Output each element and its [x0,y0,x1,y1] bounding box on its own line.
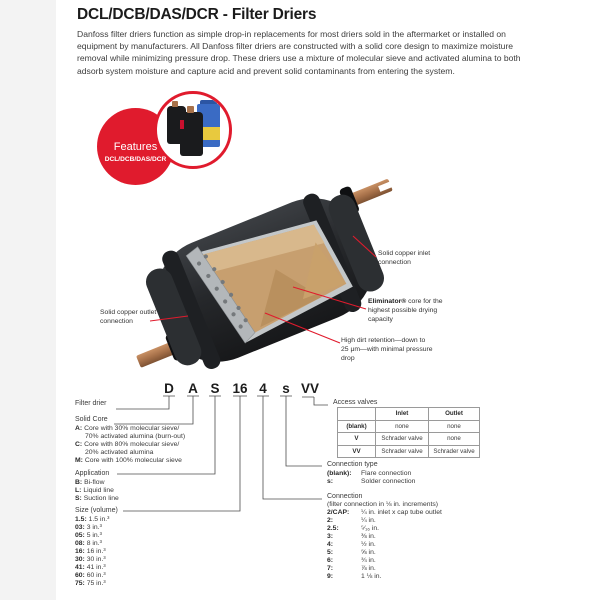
connection-item: 3: ⅜ in. [327,533,376,540]
connection-type-title: Connection type [327,461,378,468]
features-badge-subtitle: DCL/DCB/DAS/DCR [104,156,167,163]
solid-core-item-cont: 70% activated alumina (burn-out) [85,433,186,440]
application-item: L: Liquid line [75,487,114,494]
size-item: 60: 60 in.³ [75,572,106,579]
solid-core-item-cont: 20% activated alumina [85,449,154,456]
code-segment-4: 4 [259,381,267,396]
dirt-retention-callout-label: High dirt retention—down to 25 μm—with minimal pressure drop [341,337,433,362]
size-item: 41: 41 in.³ [75,564,106,571]
features-badge-title: Features [113,141,158,153]
code-segment-a: A [188,381,198,396]
connection-item: 4: ½ in. [327,541,376,548]
size-item: 08: 8 in.³ [75,540,102,547]
table-row: VV Schrader valve Schrader valve [338,445,480,458]
access-valves-title: Access valves [333,399,378,406]
application-item: S: Suction line [75,495,119,502]
connection-item: 7: ⅞ in. [327,565,376,572]
connection-note: (filter connection in ⅛ in. increments) [327,501,439,508]
application-item: B: Bi-flow [75,479,105,486]
size-item: 05: 5 in.³ [75,532,102,539]
connection-item: 6: ¾ in. [327,557,376,564]
connection-item: 2: ¼ in. [327,517,376,524]
size-item: 03: 3 in.³ [75,524,102,531]
code-segment-s: S [210,381,220,396]
access-valves-table [337,407,480,458]
outlet-column-header: Outlet [429,408,480,421]
code-segment-s2: s [282,381,290,396]
copper-fitting-icon [172,101,178,107]
inlet-column-header: Inlet [376,408,429,421]
copper-fitting-icon [187,106,194,113]
drier-label-stripe [180,120,184,129]
connection-title: Connection [327,493,363,500]
solid-core-title: Solid Core [75,416,108,423]
size-item: 75: 75 in.³ [75,580,106,587]
filter-drier-label: Filter drier [75,400,107,407]
outlet-callout-label: Solid copper outlet connection [100,309,157,325]
connection-item: 2/CAP: ¼ in. inlet x cap tube outlet [327,509,442,516]
table-header-row [338,408,480,421]
application-title: Application [75,470,110,477]
code-segment-vv: VV [300,381,320,396]
code-segment-d: D [164,381,174,396]
size-item: 1.5: 1.5 in.³ [75,516,110,523]
solid-core-item: M: Core with 100% molecular sieve [75,457,182,464]
filter-drier-product-image [180,112,203,156]
intro-paragraph: Danfoss filter driers function as simple drop-in replacements for most driers sold in the aftermarket or installed on equipment by manufacturers. All Danfoss filter driers are constructed with a solid core design to maximize moisture removal while minimizing pressure drop. These driers use a mixture of molecular sieve and activated alumina to both adsorb system moisture and capture acid and prevent solid contaminants from entering the system. [77,29,521,76]
table-row: (blank) none none [338,420,480,433]
table-row: V Schrader valve none [338,433,480,446]
connection-type-item: s: Solder connection [327,478,416,485]
connection-type-item: (blank): Flare connection [327,470,412,477]
inlet-callout-label: Solid copper inlet connection [378,250,431,266]
size-item: 30: 30 in.³ [75,556,106,563]
connection-item: 9: 1 ⅛ in. [327,573,382,580]
solid-core-item: A: Core with 30% molecular sieve/ [75,425,180,432]
connection-item: 5: ⅝ in. [327,549,376,556]
code-segment-16: 16 [232,381,248,396]
page-title: DCL/DCB/DAS/DCR - Filter Driers [77,6,317,23]
solid-core-item: C: Core with 80% molecular sieve/ [75,441,180,448]
size-title: Size (volume) [75,507,118,514]
connection-item: 2.5: ⁵⁄₁₆ in. [327,525,380,532]
size-item: 16: 16 in.³ [75,548,106,555]
eliminator-callout-label: Eliminator® core for the highest possible drying capacity [368,298,443,323]
